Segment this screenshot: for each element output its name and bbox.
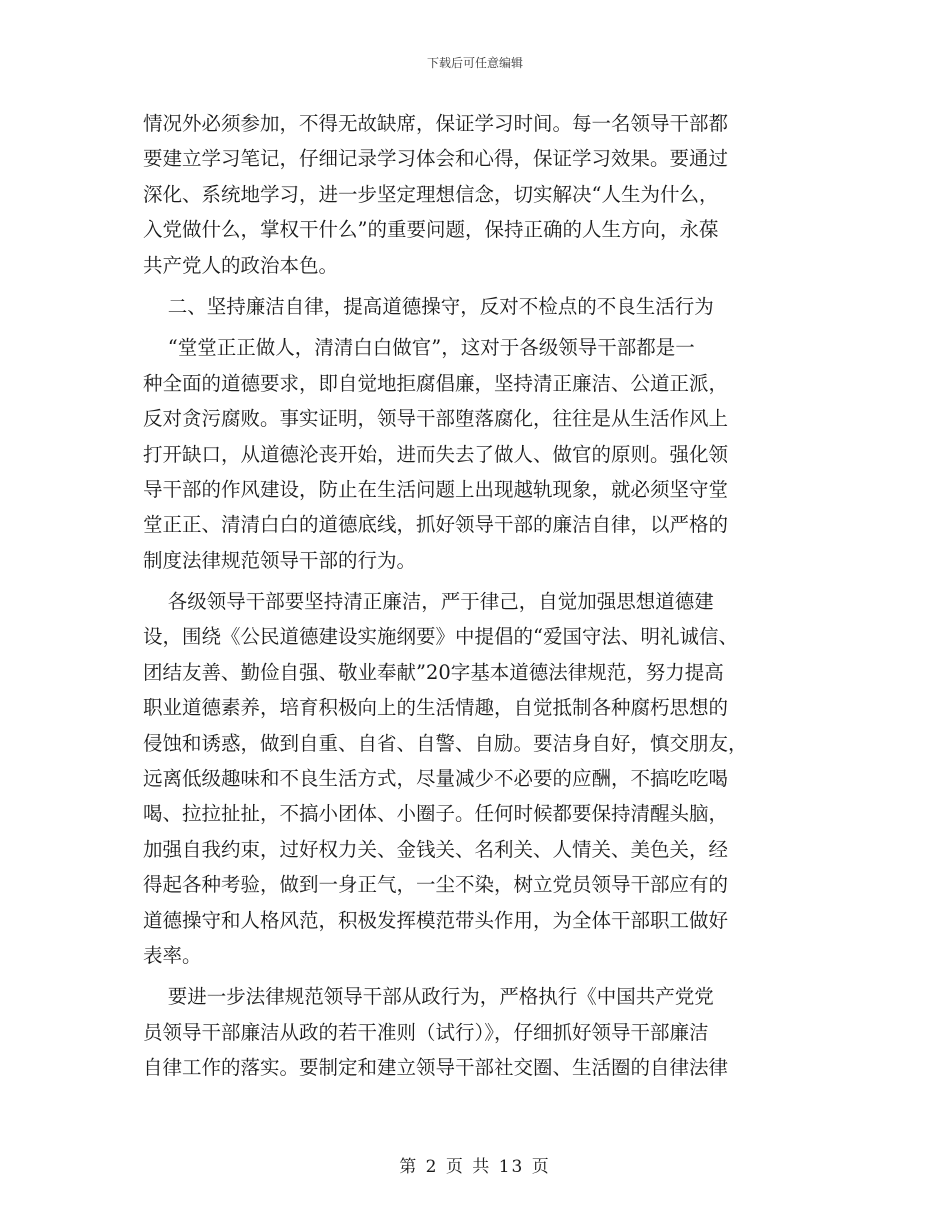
text-line: 制度法律规范领导干部的行为。 (143, 548, 417, 572)
text-line: 远离低级趣味和不良生活方式，尽量减少不必要的应酬，不搞吃吃喝 (143, 767, 729, 791)
text-line: 各级领导干部要坚持清正廉洁，严于律己，自觉加强思想道德建 (143, 590, 714, 614)
text-line: 团结友善、勤俭自强、敬业奉献”20字基本道德法律规范，努力提高 (143, 660, 724, 684)
text-line: 要进一步法律规范领导干部从政行为，严格执行《中国共产党党 (143, 985, 714, 1009)
page-header: 下载后可任意编辑 (426, 56, 523, 70)
text-line: 种全面的道德要求，即自觉地拒腐倡廉，坚持清正廉洁、公道正派， (143, 371, 729, 395)
text-line: 喝、拉拉扯扯，不搞小团体、小圈子。任何时候都要保持清醒头脑， (143, 802, 729, 826)
text-line: “堂堂正正做人，清清白白做官”，这对于各级领导干部都是一 (143, 336, 695, 360)
text-line: 反对贪污腐败。事实证明，领导干部堕落腐化，往往是从生活作风上 (143, 407, 729, 431)
text-line: 导干部的作风建设，防止在生活问题上出现越轨现象，就必须坚守堂 (143, 477, 729, 501)
paragraph (143, 979, 808, 1085)
text-line: 员领导干部廉洁从政的若干准则（试行）》，仔细抓好领导干部廉洁 (143, 1020, 709, 1044)
text-line: 表率。 (143, 943, 202, 967)
text-line: 侵蚀和诱惑，做到自重、自省、自警、自励。要洁身自好，慎交朋友， (143, 731, 748, 755)
text-line: 共产党人的政治本色。 (143, 253, 339, 277)
text-line: 打开缺口，从道德沦丧开始，进而失去了做人、做官的原则。强化领 (143, 442, 729, 466)
text-line: 情况外必须参加，不得无故缺席，保证学习时间。每一名领导干部都 (143, 112, 729, 135)
text-line: 得起各种考验，做到一身正气，一尘不染，树立党员领导干部应有的 (143, 873, 729, 897)
document-body (143, 106, 808, 1086)
paragraph (143, 584, 808, 973)
text-line: 职业道德素养，培育积极向上的生活情趣，自觉抵制各种腐朽思想的 (143, 696, 729, 720)
paragraph (143, 330, 808, 578)
page-footer: 第 2 页 共 13 页 (399, 1157, 551, 1177)
text-line: 二、坚持廉洁自律，提高道德操守，反对不检点的不良生活行为 (143, 294, 714, 318)
text-line: 道德操守和人格风范，积极发挥模范带头作用，为全体干部职工做好 (143, 908, 729, 932)
paragraph (143, 106, 808, 283)
text-line: 加强自我约束，过好权力关、金钱关、名利关、人情关、美色关，经 (143, 837, 729, 861)
text-line: 要建立学习笔记，仔细记录学习体会和心得，保证学习效果。要通过 (143, 147, 729, 171)
text-line: 自律工作的落实。要制定和建立领导干部社交圈、生活圈的自律法律 (143, 1056, 729, 1080)
text-line: 堂正正、清清白白的道德底线，抓好领导干部的廉洁自律，以严格的 (143, 513, 729, 537)
text-line: 深化、系统地学习，进一步坚定理想信念，切实解决“人生为什么， (143, 182, 719, 206)
paragraph (143, 289, 808, 324)
text-line: 入党做什么，掌权干什么”的重要问题，保持正确的人生方向，永葆 (143, 218, 719, 242)
text-line: 设，围绕《公民道德建设实施纲要》中提倡的“爱国守法、明礼诚信、 (143, 625, 738, 649)
